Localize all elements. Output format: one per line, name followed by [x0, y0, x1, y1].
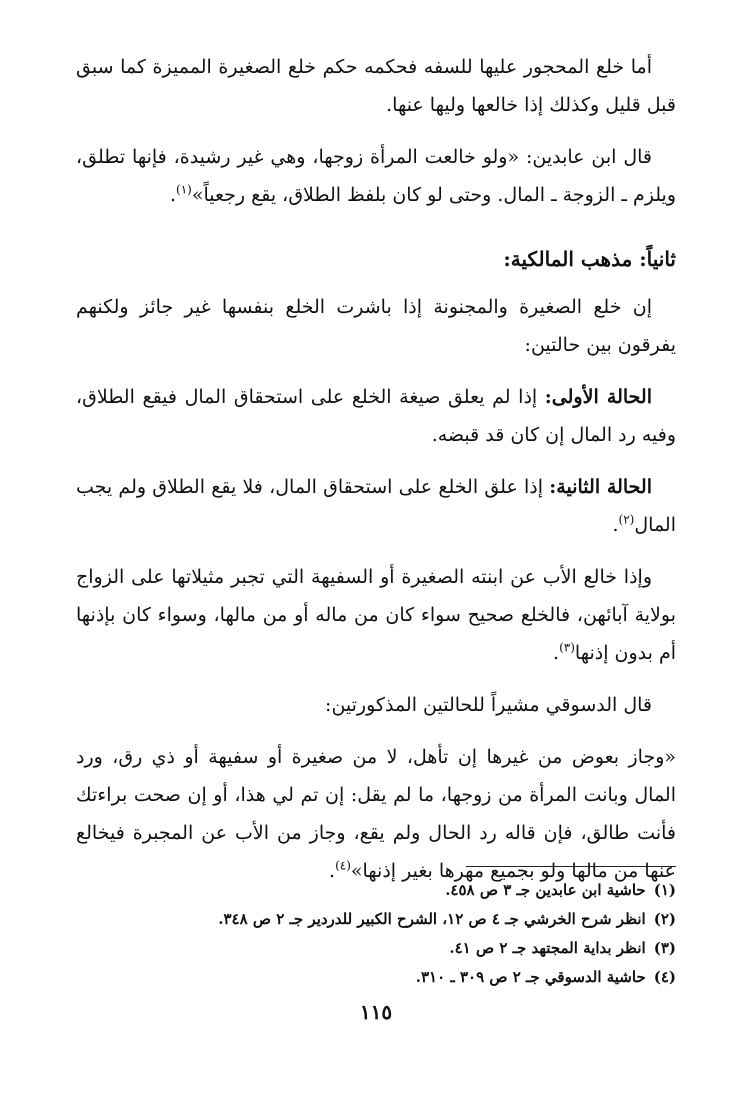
paragraph-2: [76, 138, 676, 214]
quote-text: «وجاز بعوض من غيرها إن تأهل، لا من صغيرة أو سفيهة أو ذي رق، ورد المال وبانت المرأة من زوجها، ما لم يقل: إن تم لي هذا، أو إن صحت براءتك فأنت طالق، فإن قاله رد الحال ولم يقع، وجاز من الأب عن المجبرة فيخالع عنها من مالها ولو بجميع مهرها بغير إذنها»: [76, 746, 676, 882]
paragraph-5: قال الدسوقي مشيراً للحالتين المذكورتين:: [325, 694, 652, 716]
footnote-ref-2: (٢): [618, 512, 635, 527]
footnotes: [76, 876, 676, 992]
case-2-text: إذا علق الخلع على استحقاق المال، فلا يقع الطلاق ولم يجب المال: [76, 476, 676, 536]
paragraph-4: [76, 558, 676, 672]
case-1: [76, 378, 676, 454]
footnote-ref-1: (١): [176, 182, 192, 197]
footnote-separator: [466, 866, 676, 867]
section-heading: ثانياً: مذهب المالكية:: [503, 247, 676, 271]
footnote-1: [76, 876, 676, 905]
paragraph-2-end: .: [169, 184, 177, 206]
footnote-ref-4: (٤): [335, 858, 351, 873]
paragraph-1: أما خلع المحجور عليها للسفه فحكمه حكم خلع الصغيرة المميزة كما سبق قبل قليل وكذلك إذا خالعها وليها عنها.: [76, 56, 676, 116]
footnote-2: [76, 905, 676, 934]
case-2-label: الحالة الثانية:: [549, 476, 652, 498]
quote-end: .: [329, 860, 336, 882]
case-2-end: .: [612, 514, 619, 536]
case-1-label: الحالة الأولى:: [544, 386, 652, 408]
footnote-number: (٤): [653, 968, 676, 986]
footnote-4: [76, 963, 676, 992]
paragraph-3: إن خلع الصغيرة والمجنونة إذا باشرت الخلع بنفسها غير جائز ولكنهم يفرقون بين حالتين:: [76, 296, 676, 356]
footnote-number: (١): [653, 881, 676, 899]
case-1-text: إذا لم يعلق صيغة الخلع على استحقاق المال فيقع الطلاق، وفيه رد المال إن كان قد قبضه.: [76, 386, 676, 446]
paragraph-4-text: وإذا خالع الأب عن ابنته الصغيرة أو السفيهة التي تجبر مثيلاتها على الزواج بولاية آبائهن، فالخلع صحيح سواء كان من ماله أو من مالها، وسواء كان بإذنها أم بدون إذنها: [76, 566, 676, 664]
paragraph-2-text: قال ابن عابدين: «ولو خالعت المرأة زوجها، وهي غير رشيدة، فإنها تطلق، ويلزم ـ الزوجة ـ المال. وحتى لو كان بلفظ الطلاق، يقع رجعياً»: [76, 146, 676, 206]
case-2: [76, 468, 676, 544]
quote-paragraph: [76, 738, 676, 890]
footnote-text: انظر شرح الخرشي جـ ٤ ص ١٢، الشرح الكبير للدردير جـ ٢ ص ٣٤٨.: [218, 910, 646, 928]
footnote-3: [76, 934, 676, 963]
footnote-text: انظر بداية المجتهد جـ ٢ ص ٤١.: [449, 939, 646, 957]
footnote-text: حاشية الدسوقي جـ ٢ ص ٣٠٩ ـ ٣١٠.: [415, 968, 646, 986]
page-number: ١١٥: [359, 1000, 393, 1024]
footnote-number: (٢): [653, 910, 676, 928]
footnote-ref-3: (٣): [559, 640, 575, 655]
footnote-number: (٣): [653, 939, 676, 957]
page-body: [76, 48, 676, 904]
footnote-text: حاشية ابن عابدين جـ ٣ ص ٤٥٨.: [445, 881, 646, 899]
paragraph-4-end: .: [553, 642, 560, 664]
